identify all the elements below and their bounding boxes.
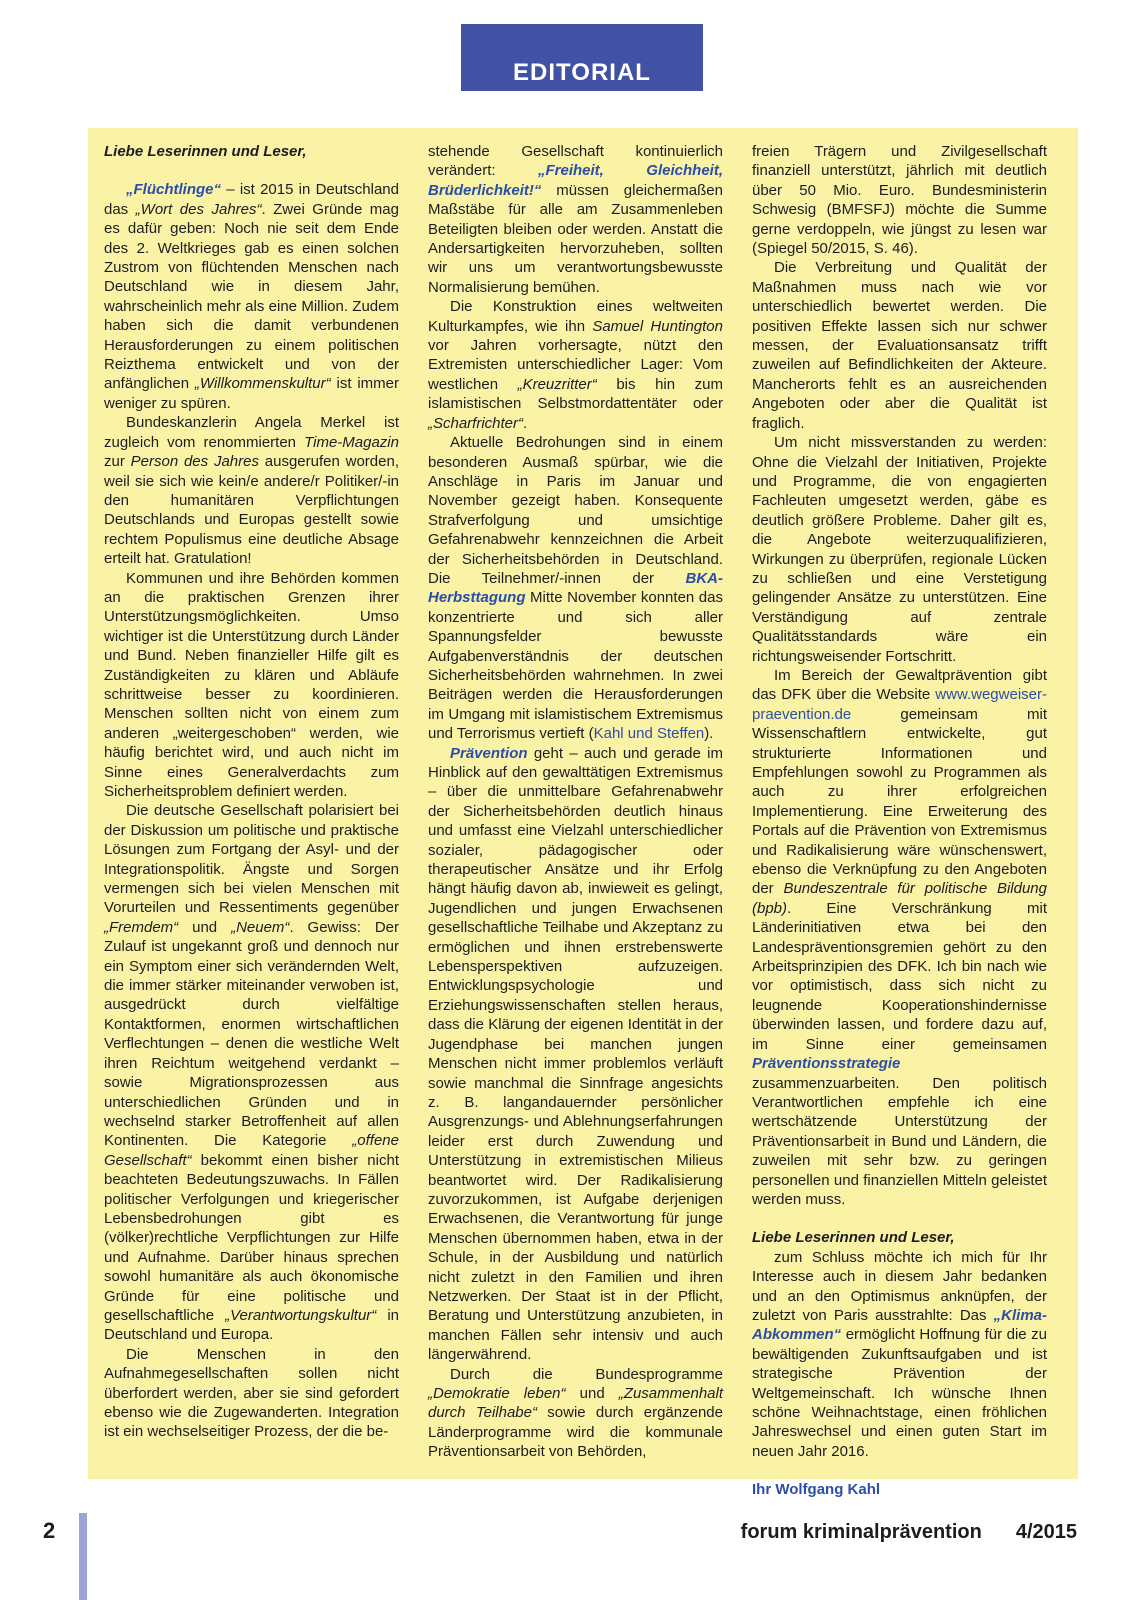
body-text: und <box>178 918 232 936</box>
paragraph-spacer <box>104 161 399 180</box>
body-text: Aktuelle Bedrohungen sind in einem besonderen Ausmaß spürbar, wie die Anschläge in Paris im Januar und November gezeigt haben. Konsequente Strafverfolgung und umsichtige Gefahrenabwehr kennzeichnen die Arbeit der Sicherheitsbehörden in Deutschland. Die Teilnehmer/-innen der <box>428 434 723 587</box>
paragraph <box>428 142 723 297</box>
body-text: sowie durch ergänzende Länderprogramme wird die kommunale Präventionsarbeit von Behörden, <box>428 1404 723 1461</box>
emphasis-italic: Time-Magazin <box>304 433 399 451</box>
body-text: geht – auch und gerade im Hinblick auf den gewalttätigen Extremismus – über die unmittelbare Gefahrenabwehr der Sicherheitsbehörden deutlich hinaus und umfasst eine Vielzahl unterschiedlicher sozialer, pädagogischer oder therapeutischer Ansätze und ihr Erfolg hängt häufig davon ab, inwieweit es gelingt, Jugendlichen und jungen Erwachsenen gesellschaftliche Teilhabe und Akzeptanz zu ermöglichen und ihnen erstrebenswerte Lebensperspektiven aufzuzeigen. Entwicklungspsychologie und Erziehungswissenschaften stellen heraus, dass die Klärung der eigenen Identität in der Jugendphase bei manchen jungen Menschen nicht immer problemlos verläuft sowie manchmal die Sinnfrage angesichts z. B. langandauernder persönlicher Ausgrenzungs- und Ablehnungserfahrungen leider erst durch Zuwendung und Unterstützung in extremistischen Milieus beantwortet wird. Der Radikalisierung zuvorzukommen, ist Aufgabe derjenigen Erwachsenen, die Verantwortung für junge Menschen übernommen haben, etwa in der Schule, in der Ausbildung und natürlich nicht zuletzt in den Familien und ihren Netzwerken. Der Staat ist in der Pflicht, Beratung und Unterstützung anzubieten, in manchen Fällen sehr intensiv und auch längerwährend. <box>428 744 723 1364</box>
paragraph <box>752 142 1047 258</box>
emphasis-italic: „offene Gesellschaft“ <box>104 1132 399 1169</box>
paragraph <box>104 569 399 802</box>
body-text: Die deutsche Gesellschaft polarisiert bei der Diskussion um politische und praktische Lösungen zum Fortgang der Asyl- und der Integrationspolitik. Ängste und Sorgen vermengen sich bei vielen Menschen mit Vorurteilen und Ressentiments gegenüber <box>104 802 399 917</box>
emphasis-italic: Person des Jahres <box>130 453 259 471</box>
emphasis-italic: Bundeszentrale für politische Bildung (bpb) <box>752 880 1047 917</box>
body-text: bis hin zum islamistischen Selbstmordattentäter oder <box>428 375 723 413</box>
body-text: müssen gleichermaßen Maßstäbe für alle am Zusammenleben Beteiligten bleiben oder werden. Anstatt die Andersartigkeiten hervorzuheben, sollten wir uns um verantwortungsbewusste Normalisierung bemühen. <box>428 181 723 296</box>
paragraph <box>104 1345 399 1442</box>
body-text: ). <box>704 725 714 743</box>
emphasis-italic: „Zusammenhalt durch Teilhabe“ <box>428 1385 723 1422</box>
body-text: Die Menschen in den Aufnahmegesellschaften sollen nicht überfordert werden, aber sie sind gefordert ebenso wie die Zugewanderten. Integration ist ein wechselseitiger Prozess, der die be- <box>104 1345 399 1441</box>
banner-label: EDITORIAL <box>513 59 651 86</box>
paragraph-spacer <box>752 1461 1047 1480</box>
paragraph-spacer <box>752 1209 1047 1228</box>
salutation: Liebe Leserinnen und Leser, <box>104 143 307 160</box>
body-text: Die Konstruktion eines weltweiten Kulturkampfes, wie ihn <box>428 298 723 335</box>
column-3 <box>752 142 1047 1499</box>
body-text: . Eine Verschränkung mit Länderinitiativen etwa bei den Landespräventionsgremien gehört zu den Arbeitsprinzipien des DFK. Ich bin nach wie vor optimistisch, dass sich nicht zu leugnende Kooperationshindernisse überwinden lassen, und fordere dazu auf, im Sinne einer gemeinsamen <box>752 899 1047 1053</box>
body-text: Kommunen und ihre Behörden kommen an die praktischen Grenzen ihrer Unterstützungsmöglichkeiten. Umso wichtiger ist die Unterstützung durch Länder und Bund. Neben finanzieller Hilfe gilt es Zuständigkeiten zu klären und Abläufe schrittweise besser zu koordinieren. Menschen sollten nicht von einem zum anderen „weitergeschoben“ werden, wie häufig berichtet wird, und auch nicht im Sinne eines Generalverdachts zum Sicherheitsproblem definiert werden. <box>104 569 399 800</box>
body-text: Bundeskanzlerin Angela Merkel ist zugleich vom renommierten <box>104 414 399 451</box>
signature: Ihr Wolfgang Kahl <box>752 1481 881 1499</box>
body-text: ermöglicht Hoffnung für die zu bewältigenden Zukunftsaufgaben und ist strategische Prävention der Weltgemeinschaft. Ich wünsche Ihnen schöne Weihnachtstage, einen fröhlichen Jahreswechsel und einen guten Start im neuen Jahr 2016. <box>752 1326 1047 1460</box>
paragraph <box>752 258 1047 433</box>
body-text: Im Bereich der Gewaltprävention gibt das DFK über die Website <box>752 666 1047 704</box>
paragraph <box>752 666 1047 1209</box>
link-text[interactable]: www.wegweiser-praevention.de <box>752 686 1047 723</box>
emphasis-blue-italic[interactable]: BKA-Herbsttagung <box>428 569 723 607</box>
emphasis-blue-italic[interactable]: Prävention <box>450 744 528 762</box>
body-text: und <box>565 1385 619 1402</box>
body-text: . Zwei Gründe mag es dafür geben: Noch nie seit dem Ende des 2. Weltkrieges gab es einen solchen Zustrom von flüchtenden Menschen nach Deutschland wie in diesem Jahr, wahrscheinlich mehr als eine Million. Zudem haben sich die damit verbundenen Herausforderungen zu einem politischen Reizthema entwickelt und von der anfänglichen <box>104 200 399 393</box>
paragraph <box>752 433 1047 666</box>
body-text: Um nicht missverstanden zu werden: Ohne die Vielzahl der Initiativen, Projekte und Programme, die von engagierten Fachleuten umgesetzt werden, gäbe es deutlich größere Probleme. Daher gilt es, die Angebote weiterzuqualifizieren, Wirkungen zu überprüfen, regionale Lücken zu schließen und eine Verstetigung gelingender Ansätze zu unterstützen. Eine Verständigung auf zentrale Qualitätsstandards wäre ein richtungsweisender Fortschritt. <box>752 434 1047 665</box>
body-text: Durch die Bundesprogramme <box>450 1365 723 1383</box>
paragraph <box>752 1248 1047 1461</box>
body-text: freien Trägern und Zivilgesellschaft finanziell unterstützt, jährlich mit deutlich über 50 Mio. Euro. Bundesministerin Schwesig (BMFSFJ) möchte die Summe gerne verdoppeln, wie jüngst zu lesen war (Spiegel 50/2015, S. 46). <box>752 143 1047 258</box>
editorial-text-panel <box>88 128 1078 1499</box>
editorial-banner <box>461 24 703 91</box>
body-text: ausgerufen worden, weil sie sich wie kein/e andere/r Politiker/-in den humanitären Verpflichtungen Deutschlands und Europas gestellt sowie rechtem Populismus eine deutliche Absage erteilt hat. Gratulation! <box>104 453 399 568</box>
paragraph <box>428 1365 723 1462</box>
journal-title: forum kriminalprävention <box>740 1521 982 1543</box>
body-text: in Deutschland und Europa. <box>104 1306 399 1344</box>
paragraph <box>104 801 399 1344</box>
link-text[interactable]: Kahl und Steffen <box>593 725 705 743</box>
emphasis-italic: „Verantwortungskultur“ <box>225 1306 377 1324</box>
footer-accent-bar <box>79 1513 87 1600</box>
body-text: bekommt einen bisher nicht beachteten Bedeutungszuwachs. In Fällen politischer Verfolgungen und kriegerischer Lebensbedrohungen gibt es (völker)rechtliche Verpflichtungen zur Hilfe und Aufnahme. Darüber hinaus sprechen sowohl humanitäre als auch ökonomische Gründe für eine politische und gesellschaftliche <box>104 1151 399 1324</box>
emphasis-italic: „Kreuzritter“ <box>517 375 597 393</box>
issue-number: 4/2015 <box>1015 1521 1077 1543</box>
emphasis-italic: „Demokratie leben“ <box>428 1385 566 1402</box>
emphasis-blue-italic[interactable]: „Klima-Abkommen“ <box>752 1306 1047 1344</box>
emphasis-blue-italic[interactable]: Präventionsstrategie <box>752 1055 901 1073</box>
body-text: zum Schluss möchte ich mich für Ihr Interesse auch in diesem Jahr bedanken und an den Optimismus anknüpfen, der zuletzt von Paris ausstrahlte: Das <box>752 1248 1047 1324</box>
emphasis-blue-italic[interactable]: „Freiheit, Gleichheit, Brüderlichkeit!“ <box>428 162 723 199</box>
body-text: vor Jahren vorhersagte, nützt den Extremisten unterschiedlicher Lager: Vom westlichen <box>428 337 723 393</box>
column-2 <box>428 142 723 1464</box>
emphasis-italic: „Fremdem“ <box>104 918 179 936</box>
paragraph <box>428 297 723 433</box>
body-text: – ist 2015 in Deutschland das <box>104 181 399 218</box>
body-text: zusammenzuarbeiten. Den politisch Verantwortlichen empfehle ich eine wertschätzende Unterstützung der Präventionsarbeit in Bund und Ländern, die zuweilen mit sehr bzw. zu geringen personellen und finanziellen Mitteln geleistet werden muss. <box>752 1074 1047 1208</box>
body-text: Die Verbreitung und Qualität der Maßnahmen muss nach wie vor unterschiedlich bewertet werden. Die positiven Effekte lassen sich nur schwer messen, der Evaluationsansatz trifft zuweilen auf Befindlichkeiten der Akteure. Mancherorts fehlt es an ausreichenden Angeboten oder aber die Qualität ist fraglich. <box>752 259 1047 432</box>
body-text: zur <box>104 453 131 471</box>
paragraph <box>428 433 723 744</box>
body-text: ist immer weniger zu spüren. <box>104 375 399 412</box>
footer-journal-info <box>741 1521 1077 1544</box>
emphasis-italic: Samuel Huntington <box>592 317 723 335</box>
body-text: Mitte November konnten das konzentrierte und sich aller Spannungsfelder bewusste Aufgabenverständnis der deutschen Sicherheitsbehörden wahrnehmen. In zwei Beiträgen werden die Herausforderungen im Umgang mit islamistischem Extremismus und Terrorismus vertieft ( <box>428 589 723 743</box>
emphasis-italic: „Neuem“ <box>231 918 290 936</box>
emphasis-blue-italic[interactable]: „Flüchtlinge“ <box>126 181 221 199</box>
emphasis-italic: „Scharfrichter“ <box>428 414 524 432</box>
column-1 <box>104 142 399 1464</box>
body-text: gemeinsam mit Wissenschaftlern entwickelte, gut strukturierte Informationen und Empfehlungen sowohl zu Programmen als auch zu ihrer erfolgreichen Implementierung. Eine Erweiterung des Portals auf die Prävention von Extremismus und Radikalisierung wäre wünschenswert, ebenso die Verknüpfung zu den Angeboten der <box>752 705 1047 898</box>
body-text: . Gewiss: Der Zulauf ist ungekannt groß und dennoch nur ein Symptom einer sich verändernden Welt, die immer stärker miteinander verwoben ist, ausgedrückt durch vielfältige Kontaktformen, enormen wirtschaftlichen Verflechtungen – denen die westliche Welt ihren Reichtum weitgehend verdankt – sowie Migrationsprozessen aus unterschiedlichen Gründen und in wechselnd starker Betroffenheit auf allen Kontinenten. Die Kategorie <box>104 918 399 1150</box>
emphasis-italic: „Wort des Jahres“ <box>135 200 262 218</box>
paragraph <box>104 180 399 413</box>
salutation: Liebe Leserinnen und Leser, <box>752 1229 955 1247</box>
paragraph <box>104 413 399 568</box>
body-text: . <box>523 414 528 432</box>
paragraph <box>428 744 723 1365</box>
body-text: stehende Gesellschaft kontinuierlich verändert: <box>428 143 723 180</box>
page-number: 2 <box>43 1518 56 1543</box>
emphasis-italic: „Willkommenskultur“ <box>194 375 331 393</box>
